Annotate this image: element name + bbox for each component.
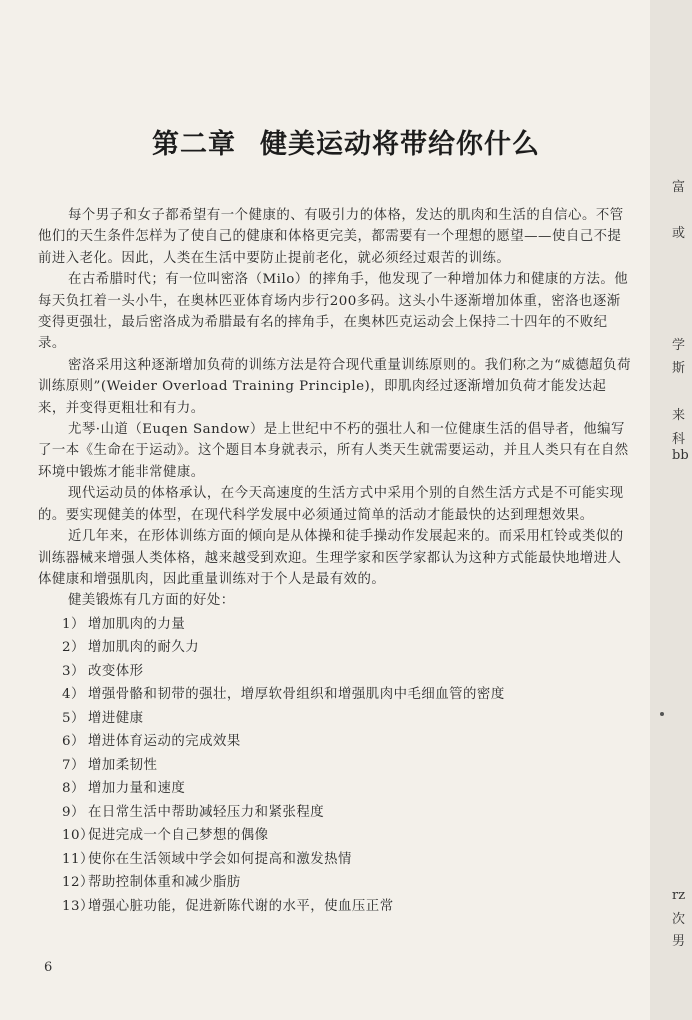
page-fragment-text: 学 xyxy=(672,338,686,353)
chapter-title xyxy=(0,122,692,161)
paragraph-6: 近几年来，在形体训练方面的倾向是从体操和徒手操动作发展起来的。而采用杠铃或类似的训练器械来增强人类体格，越来越受到欢迎。生理学家和医学家都认为这种方式能最快地增进人体健康和增强肌肉，因此重量训练对于个人是最有效的。 xyxy=(38,529,624,587)
list-item-number: 4） xyxy=(62,687,85,703)
page-fragment-text: 或 xyxy=(672,226,686,241)
list-item xyxy=(62,802,632,823)
list-item-text: 增加柔韧性 xyxy=(88,757,158,773)
page-fragment-text: rz xyxy=(672,888,686,903)
page-fragment-text: 斯 xyxy=(672,361,686,376)
list-item-number: 2） xyxy=(62,640,85,656)
list-item xyxy=(62,661,632,682)
list-item-number: 13） xyxy=(62,898,94,914)
list-item xyxy=(62,896,632,917)
list-item xyxy=(62,637,632,658)
list-item xyxy=(62,778,632,799)
list-item-text: 改变体形 xyxy=(88,663,144,679)
list-item-number: 10） xyxy=(62,828,94,844)
list-item-number: 8） xyxy=(62,781,85,797)
list-item-text: 促进完成一个自己梦想的偶像 xyxy=(88,828,269,844)
page-fragment-text: bb xyxy=(672,448,689,463)
paragraph-2: 在古希腊时代；有一位叫密洛（Milo）的摔角手，他发现了一种增加体力和健康的方法。他每天负扛着一头小牛，在奥林匹亚体育场内步行200多码。这头小牛逐渐增加体重，密洛也逐渐变得更强壮，最后密洛成为希腊最有名的摔角手，在奥林匹克运动会上保持二十四年的不败纪录。 xyxy=(38,272,629,352)
list-item-text: 增加肌肉的力量 xyxy=(88,616,186,632)
list-item-text: 在日常生活中帮助减轻压力和紧张程度 xyxy=(88,804,325,820)
paragraph-1: 每个男子和女子都希望有一个健康的、有吸引力的体格，发达的肌肉和生活的自信心。不管他们的天生条件怎样为了使自己的健康和体格更完美，都需要有一个理想的愿望——使自己不提前进入老化。因此，人类在生活中要防止提前老化，就必须经过艰苦的训练。 xyxy=(38,208,624,266)
page-number: 6 xyxy=(44,960,53,975)
list-item-number: 6） xyxy=(62,734,85,750)
list-item-text: 帮助控制体重和减少脂肪 xyxy=(88,875,241,891)
paragraph-4: 尤琴·山道（Euqen Sandow）是上世纪中不朽的强壮人和一位健康生活的倡导者，他编写了一本《生命在于运动》。这个题目本身就表示，所有人类天生就需要运动，并且人类只有在自然环境中锻炼才能非常健康。 xyxy=(38,422,629,480)
list-item xyxy=(62,825,632,846)
list-item-number: 3） xyxy=(62,663,85,679)
next-page-edge xyxy=(650,0,692,1020)
list-item-text: 增强骨骼和韧带的强壮，增厚软骨组织和增强肌肉中毛细血管的密度 xyxy=(88,687,505,703)
page-fragment-text: 次 xyxy=(672,912,686,927)
list-item-text: 增强心脏功能，促进新陈代谢的水平，使血压正常 xyxy=(88,898,394,914)
page-fragment-text: 富 xyxy=(672,180,686,195)
list-item-text: 增进体育运动的完成效果 xyxy=(88,734,241,750)
page-fragment-text: 科 xyxy=(672,432,686,447)
ink-speck xyxy=(660,712,664,716)
list-item-number: 12） xyxy=(62,875,94,891)
chapter-name: 健美运动将带给你什么 xyxy=(260,129,540,160)
list-item-text: 增进健康 xyxy=(88,710,144,726)
list-item xyxy=(62,849,632,870)
chapter-number: 第二章 xyxy=(152,129,236,160)
paragraph-3: 密洛采用这种逐渐增加负荷的训练方法是符合现代重量训练原则的。我们称之为“威德超负荷训练原则”(Weider Overload Training Principle)，即肌肉经过逐渐增加负荷才能发达起来，并变得更粗壮和有力。 xyxy=(38,357,631,416)
list-item-text: 使你在生活领域中学会如何提高和激发热情 xyxy=(88,851,352,867)
list-item-number: 11） xyxy=(62,851,94,867)
list-item xyxy=(62,755,632,776)
page-fragment-text: 来 xyxy=(672,408,686,423)
list-item-number: 5） xyxy=(62,710,85,726)
list-item xyxy=(62,731,632,752)
list-item xyxy=(62,614,632,635)
paragraph-5: 现代运动员的体格承认，在今天高速度的生活方式中采用个别的自然生活方式是不可能实现的。要实现健美的体型，在现代科学发展中必须通过简单的活动才能最快的达到理想效果。 xyxy=(38,486,624,523)
list-item xyxy=(62,872,632,893)
list-item-text: 增加肌肉的耐久力 xyxy=(88,640,200,656)
list-item xyxy=(62,708,632,729)
list-item-number: 9） xyxy=(62,804,85,820)
list-item-number: 1） xyxy=(62,616,85,632)
benefits-list xyxy=(38,614,632,917)
list-item-number: 7） xyxy=(62,757,85,773)
list-item xyxy=(62,684,632,705)
chapter-body xyxy=(38,205,632,917)
page-fragment-text: 男 xyxy=(672,934,686,949)
benefits-intro: 健美锻炼有几方面的好处： xyxy=(68,593,235,609)
list-item-text: 增加力量和速度 xyxy=(88,781,186,797)
